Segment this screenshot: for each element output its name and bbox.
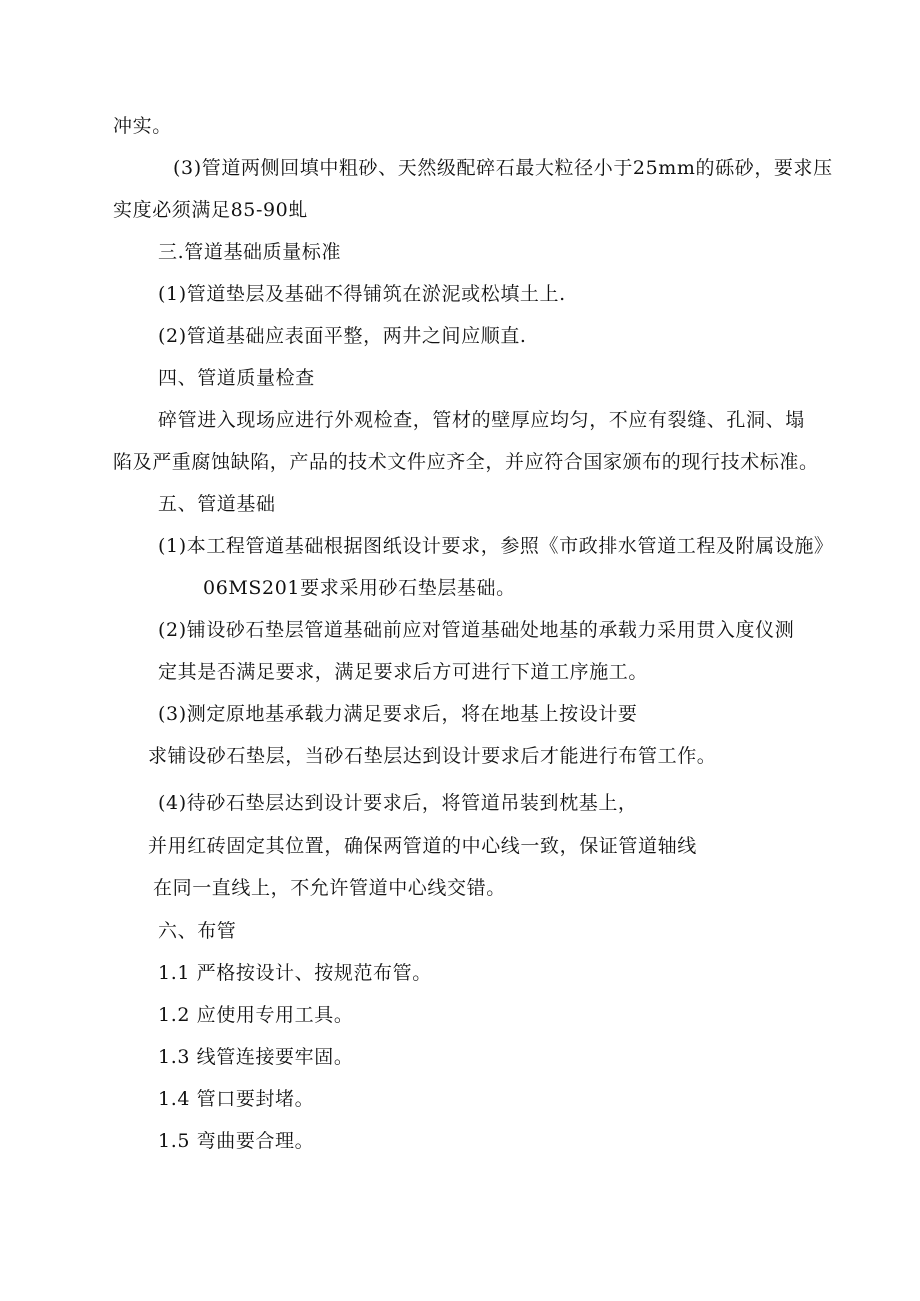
section-heading-5: 五、管道基础 <box>158 493 276 515</box>
text-line-s5-item-4-cont2: 在同一直线上，不允许管道中心线交错。 <box>153 877 506 899</box>
text-line-s5-item-3-cont: 求铺设砂石垫层，当砂石垫层达到设计要求后才能进行布管工作。 <box>148 745 717 767</box>
list-item-1-2: 1.2 应使用专用工具。 <box>158 1004 354 1026</box>
text-line-item-3-cont: 实度必须满足85-90虬 <box>113 199 308 221</box>
text-line-s5-item-1: (1)本工程管道基础根据图纸设计要求，参照《市政排水管道工程及附属设施》 <box>158 535 834 557</box>
text-line-s5-item-3: (3)测定原地基承载力满足要求后，将在地基上按设计要 <box>158 703 638 725</box>
list-item-1-5: 1.5 弯曲要合理。 <box>158 1130 315 1152</box>
section-heading-4: 四、管道质量检查 <box>158 367 315 389</box>
text-line-s4-para-cont: 陷及严重腐蚀缺陷，产品的技术文件应齐全，并应符合国家颁布的现行技术标准。 <box>113 451 819 473</box>
text-line-s5-item-4: (4)待砂石垫层达到设计要求后，将管道吊装到枕基上， <box>158 792 638 814</box>
text-line-item-3: (3)管道两侧回填中粗砂、天然级配碎石最大粒径小于25mm的砾砂，要求压 <box>173 157 833 179</box>
text-line-continuation: 冲实。 <box>113 115 172 137</box>
text-line-s3-item-2: (2)管道基础应表面平整，两井之间应顺直. <box>158 325 527 347</box>
text-line-s4-para: 碎管进入现场应进行外观检查，管材的壁厚应均匀，不应有裂缝、孔洞、塌 <box>158 409 805 431</box>
list-item-1-4: 1.4 管口要封堵。 <box>158 1088 315 1110</box>
text-line-s5-item-2: (2)铺设砂石垫层管道基础前应对管道基础处地基的承载力采用贯入度仪测 <box>158 619 795 641</box>
text-line-s5-item-2-cont: 定其是否满足要求，满足要求后方可进行下道工序施工。 <box>158 661 649 683</box>
text-line-s5-item-1-cont: 06MS201要求采用砂石垫层基础。 <box>203 577 516 599</box>
text-line-s3-item-1: (1)管道垫层及基础不得铺筑在淤泥或松填土上. <box>158 283 566 305</box>
text-line-s5-item-4-cont: 并用红砖固定其位置，确保两管道的中心线一致，保证管道轴线 <box>148 835 697 857</box>
section-heading-6: 六、布管 <box>158 920 237 942</box>
list-item-1-3: 1.3 线管连接要牢固。 <box>158 1046 354 1068</box>
list-item-1-1: 1.1 严格按设计、按规范布管。 <box>158 962 432 984</box>
section-heading-3: 三.管道基础质量标准 <box>158 241 342 263</box>
